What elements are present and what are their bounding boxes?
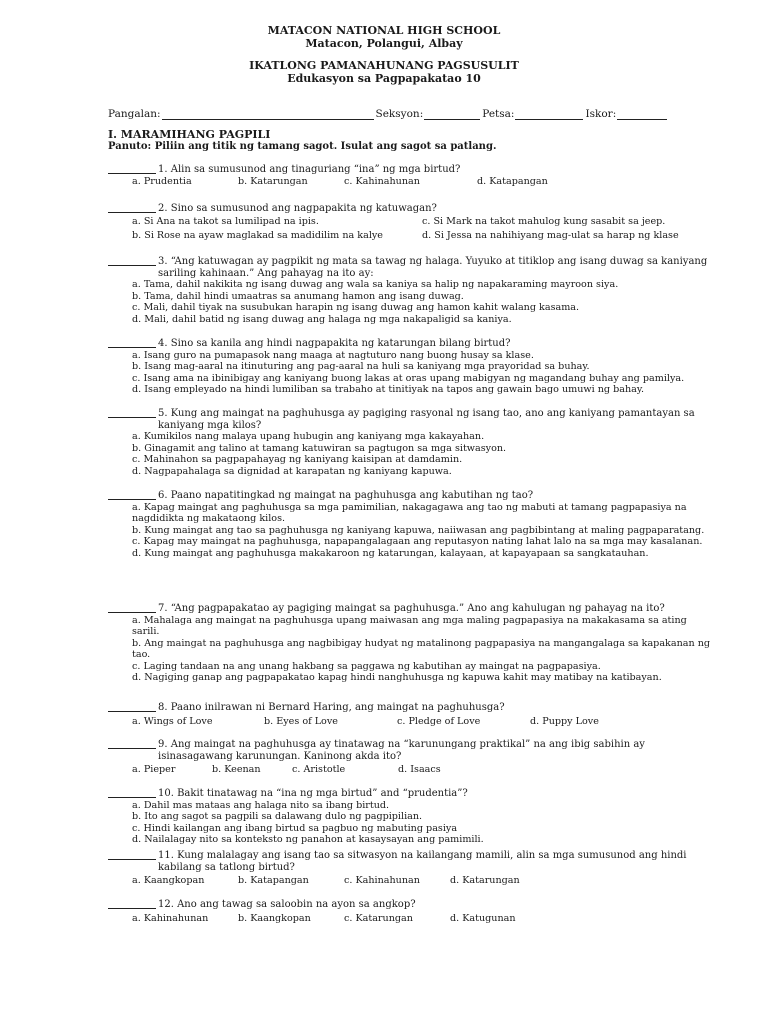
answer-blank[interactable]: [108, 603, 156, 613]
option-d: d. Isaacs: [398, 764, 441, 775]
option-b: b. Katapangan: [238, 875, 309, 886]
option-c: c. Hindi kailangan ang ibang birtud sa pagbuo ng mabuting pasiya: [132, 822, 458, 834]
answer-blank[interactable]: [108, 850, 156, 860]
option-c: c. Mahinahon sa pagpapahayag ng kaniyang kaisipan at damdamin.: [132, 454, 463, 466]
option-a: a. Mahalaga ang maingat na paghuhusga upang maiwasan ang mga maling pagpapasiya na makakasama sa ating sarili.: [132, 614, 687, 638]
option-b: b. Katarungan: [238, 175, 308, 187]
option-a: a. Isang guro na pumapasok nang maaga at nagtuturo nang buong husay sa klase.: [132, 349, 534, 361]
question-3: [108, 256, 712, 325]
answer-blank[interactable]: [108, 490, 156, 500]
option-d: d. Si Jessa na nahihiyang mag-ulat sa harap ng klase: [422, 229, 679, 241]
question-stem: 6. Paano napatitingkad ng maingat na paghuhusga ang kabutihan ng tao?: [158, 490, 534, 501]
option-b: b. Kung maingat ang tao sa paghuhusga ng kaniyang kapuwa, naiiwasan ang pagbibintang at maling pagpaparatang.: [132, 524, 705, 536]
option-a: a. Kapag maingat ang paghuhusga sa mga pamimilian, nakagagawa ang tao ng mabuti at tamang pagpapasiya na nagdidikta ng makataong kilos.: [132, 501, 687, 525]
section-title: I. MARAMIHANG PAGPILI: [108, 128, 271, 141]
answer-blank[interactable]: [108, 899, 156, 909]
question-10: [108, 788, 712, 846]
section-label: Seksyon:: [375, 108, 424, 120]
option-a: a. Dahil mas mataas ang halaga nito sa ibang birtud.: [132, 799, 390, 811]
question-12: [108, 899, 712, 924]
option-b: b. Ang maingat na paghuhusga ang nagbibigay hudyat ng matalinong pagpapasiya na mangangalaga sa kapakanan ng tao.: [132, 637, 711, 661]
question-5: [108, 408, 712, 477]
question-8: [108, 702, 712, 727]
answer-blank[interactable]: [108, 256, 156, 266]
option-c: c. Si Mark na takot mahulog kung sasabit sa jeep.: [422, 215, 666, 227]
school-name: MATACON NATIONAL HIGH SCHOOL: [267, 24, 501, 37]
option-b: b. Ginagamit ang talino at tamang katuwiran sa pagtugon sa mga sitwasyon.: [132, 442, 507, 454]
answer-blank[interactable]: [108, 164, 156, 174]
option-d: d. Katugunan: [450, 912, 516, 924]
answer-blank[interactable]: [108, 702, 156, 712]
option-c: c. Kapag may maingat na paghuhusga, napapangalagaan ang reputasyon nating lahat lalo na sa mga may kasalanan.: [132, 536, 703, 548]
option-b: b. Keenan: [212, 764, 261, 775]
option-b: b. Tama, dahil hindi umaatras sa anumang hamon ang isang duwag.: [132, 290, 464, 302]
question-6: [108, 490, 712, 559]
option-b: b. Isang mag-aaral na itinuturing ang pag-aaral na huli sa kaniyang mga prayoridad sa buhay.: [132, 361, 590, 373]
section-blank[interactable]: [424, 109, 480, 120]
option-d: d. Kung maingat ang paghuhusga makakaroon ng katarungan, kalayaan, at kapayapaan sa sangkatauhan.: [132, 547, 649, 559]
option-a: a. Prudentia: [132, 175, 192, 187]
date-label: Petsa:: [482, 108, 515, 120]
question-stem: 11. Kung malalagay ang isang tao sa sitwasyon na kailangang mamili, alin sa mga sumusunod ang hindi kabilang sa tatlong birtud?: [158, 850, 687, 873]
question-stem: 8. Paano inilrawan ni Bernard Haring, ang maingat na paghuhusga?: [158, 702, 505, 713]
option-a: a. Kahinahunan: [132, 912, 209, 924]
question-stem: 9. Ang maingat na paghuhusga ay tinatawag na “karunungang praktikal” na ang ibig sabihin ay isinasagawang karunungan. Kaninong akda ito?: [158, 739, 645, 762]
date-blank[interactable]: [515, 109, 583, 120]
school-address: Matacon, Polangui, Albay: [305, 37, 463, 50]
question-1: [108, 164, 712, 187]
question-stem: 12. Ano ang tawag sa saloobin na ayon sa angkop?: [158, 899, 416, 910]
option-c: c. Laging tandaan na ang unang hakbang sa paggawa ng kabutihan ay maingat na pagpapasiya.: [132, 660, 601, 672]
option-a: a. Pieper: [132, 764, 176, 775]
option-b: b. Ito ang sagot sa pagpili sa dalawang dulo ng pagpipilian.: [132, 811, 423, 823]
answer-blank[interactable]: [108, 203, 156, 213]
option-c: c. Pledge of Love: [397, 715, 481, 727]
question-4: [108, 338, 712, 396]
question-stem: 10. Bakit tinatawag na “ina ng mga birtud” and “prudentia”?: [158, 788, 468, 799]
question-stem: 4. Sino sa kanila ang hindi nagpapakita ng katarungan bilang birtud?: [158, 338, 511, 349]
score-label: Iskor:: [585, 108, 617, 120]
option-d: d. Nagpapahalaga sa dignidad at karapatan ng kaniyang kapuwa.: [132, 465, 452, 477]
exam-title: IKATLONG PAMANAHUNANG PAGSUSULIT: [249, 59, 519, 72]
option-a: a. Si Ana na takot sa lumilipad na ipis.: [132, 215, 319, 227]
option-d: d. Mali, dahil batid ng isang duwag ang halaga ng mga nakapaligid sa kaniya.: [132, 313, 512, 325]
question-stem: 7. “Ang pagpapakatao ay pagiging maingat sa paghuhusga.” Ano ang kahulugan ng pahayag na ito?: [158, 603, 665, 614]
question-11: [108, 850, 712, 887]
option-d: d. Katarungan: [450, 875, 520, 886]
answer-blank[interactable]: [108, 408, 156, 418]
option-a: a. Kumikilos nang malaya upang hubugin ang kaniyang mga kakayahan.: [132, 431, 485, 442]
question-2: [108, 203, 712, 243]
option-a: a. Kaangkopan: [132, 875, 205, 886]
option-c: c. Isang ama na ibinibigay ang kaniyang buong lakas at oras upang mabigyan ng magandang buhay ang pamilya.: [132, 372, 685, 384]
question-stem: 1. Alin sa sumusunod ang tinaguriang “ina” ng mga birtud?: [158, 164, 461, 175]
question-stem: 3. “Ang katuwagan ay pagpikit ng mata sa tawag ng halaga. Yuyuko at titiklop ang isang duwag sa kaniyang sariling kahinaan.” Ang pahayag na ito ay:: [158, 256, 708, 279]
option-d: d. Isang empleyado na hindi lumiliban sa trabaho at tinitiyak na tapos ang gawain bago umuwi ng bahay.: [132, 384, 645, 396]
option-c: c. Mali, dahil tiyak na susubukan harapin ng isang duwag ang hamon kahit walang kasama.: [132, 302, 580, 314]
option-c: c. Aristotle: [292, 764, 346, 775]
option-b: b. Si Rose na ayaw maglakad sa madidilim na kalye: [132, 229, 383, 241]
option-d: d. Nailalagay nito sa konteksto ng panahon at kasaysayan ang pamimili.: [132, 834, 484, 846]
answer-blank[interactable]: [108, 788, 156, 798]
question-7: [108, 603, 712, 684]
answer-blank[interactable]: [108, 338, 156, 348]
option-d: d. Katapangan: [477, 175, 548, 187]
name-blank[interactable]: [162, 109, 374, 120]
option-d: d. Nagiging ganap ang pagpapakatao kapag hindi nanghuhusga ng kapuwa kahit may matibay na katibayan.: [132, 672, 662, 684]
exam-subject: Edukasyon sa Pagpapakatao 10: [287, 72, 481, 85]
question-stem: 2. Sino sa sumusunod ang nagpapakita ng katuwagan?: [158, 203, 437, 214]
option-c: c. Kahinahunan: [344, 175, 420, 187]
answer-blank[interactable]: [108, 739, 156, 749]
option-c: c. Katarungan: [344, 912, 413, 924]
option-a: a. Wings of Love: [132, 715, 213, 727]
question-stem: 5. Kung ang maingat na paghuhusga ay pagiging rasyonal ng isang tao, ano ang kaniyang pamantayan sa kaniyang mga kilos?: [158, 408, 695, 431]
option-b: b. Eyes of Love: [264, 715, 338, 727]
option-b: b. Kaangkopan: [238, 912, 311, 924]
student-info-row: [108, 108, 669, 120]
name-label: Pangalan:: [108, 108, 161, 120]
directions: Panuto: Piliin ang titik ng tamang sagot. Isulat ang sagot sa patlang.: [108, 141, 497, 152]
option-d: d. Puppy Love: [530, 715, 599, 727]
score-blank[interactable]: [617, 109, 667, 120]
option-c: c. Kahinahunan: [344, 875, 420, 886]
option-a: a. Tama, dahil nakikita ng isang duwag ang wala sa kaniya sa halip ng napakaraming mayroon siya.: [132, 279, 619, 290]
question-9: [108, 739, 712, 776]
